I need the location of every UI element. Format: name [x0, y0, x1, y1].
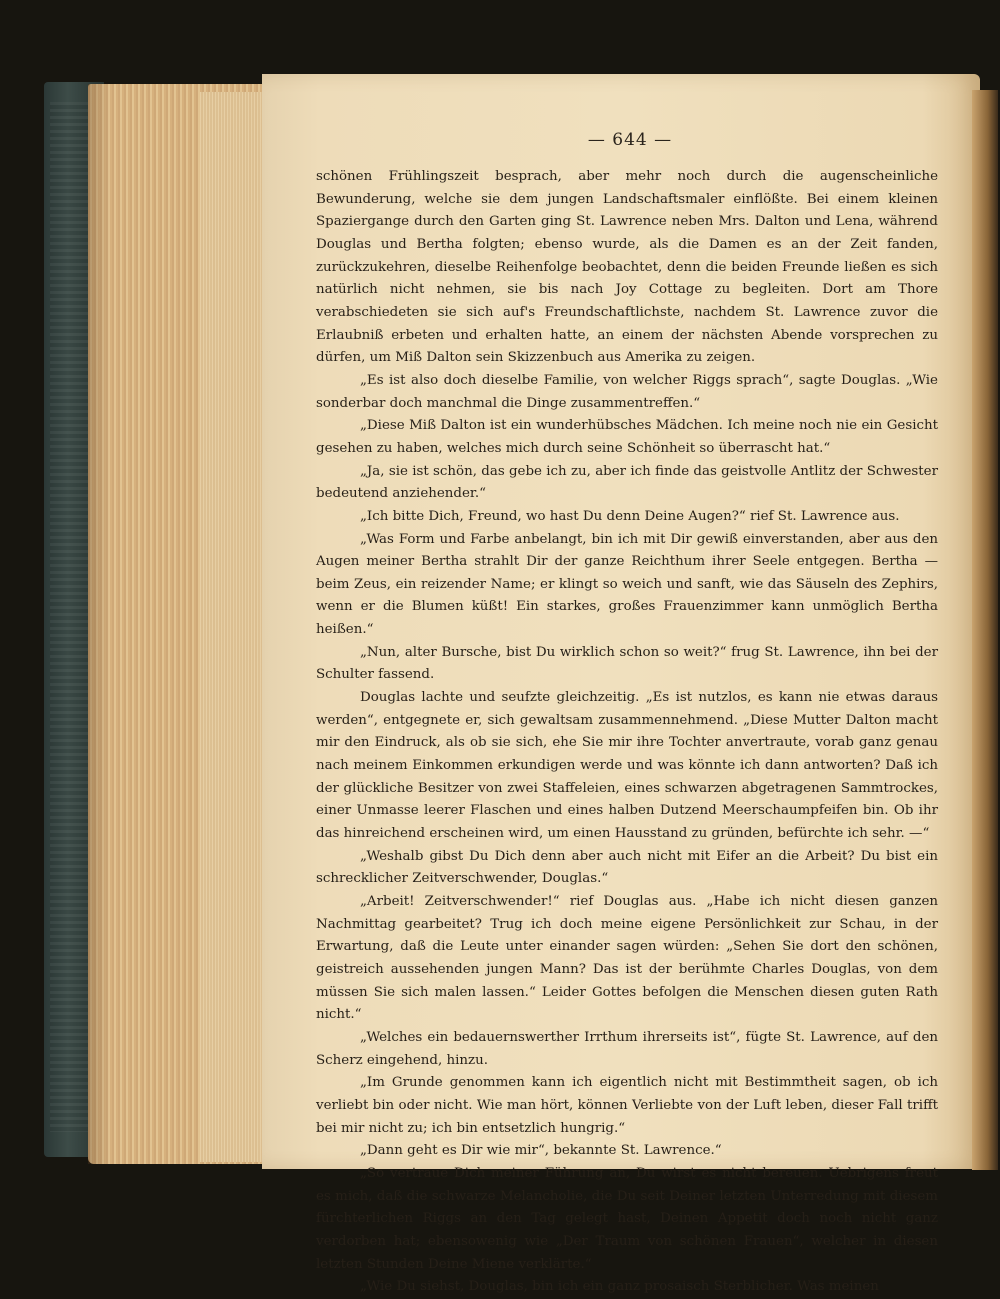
book-right-edge [972, 90, 998, 1170]
paragraph: schönen Frühlingszeit besprach, aber mehr noch durch die augenscheinliche Bewunderung, welche sie dem jungen Landschaftsmaler einflößte. Bei einem kleinen Spaziergange durch den Garten ging St. Lawrence neben Mrs. Dalton und Lena, während Douglas und Bertha folgten; ebenso wurde, als die Damen es an der Zeit fanden, zurückzukehren, dieselbe Reihenfolge beobachtet, denn die beiden Freunde ließen es sich natürlich nicht nehmen, sie bis nach Joy Cottage zu begleiten. Dort am Thore verabschiedeten sie sich auf's Freundschaftlichste, nachdem St. Lawrence zuvor die Erlaubniß erbeten und erhalten hatte, an einem der nächsten Abende vorsprechen zu dürfen, um Miß Dalton sein Skizzenbuch aus Amerika zu zeigen. [316, 169, 938, 366]
paragraph: „Dann geht es Dir wie mir“, bekannte St. Lawrence.“ [360, 1143, 722, 1159]
paragraph: „Ja, sie ist schön, das gebe ich zu, aber ich finde das geistvolle Antlitz der Schwester bedeutend anziehender.“ [316, 463, 938, 502]
page-text [316, 166, 938, 1295]
page-number: — 644 — [587, 130, 673, 150]
paragraph: „Weshalb gibst Du Dich denn aber auch nicht mit Eifer an die Arbeit? Du bist ein schrecklicher Zeitverschwender, Douglas.“ [316, 848, 938, 887]
paragraph: „Arbeit! Zeitverschwender!“ rief Douglas aus. „Habe ich nicht diesen ganzen Nachmittag gearbeitet? Trug ich doch meine eigene Persönlichkeit zur Schau, in der Erwartung, daß die Leute unter einander sagen würden: „Sehen Sie dort den schönen, geistreich aussehenden jungen Mann? Das ist der berühmte Charles Douglas, von dem müssen Sie sich malen lassen.“ Leider Gottes befolgen die Menschen diesen guten Rath nicht.“ [316, 894, 938, 1023]
paragraph: „So vertraue Dich meiner Führung an, Du wirst es nicht bereuen. Uebrigens freut es mich, daß die schwarze Melancholie, die Du seit Deiner letzten Unterredung mit diesem fürchterlichen Riggs an den Tag gelegt hast, Deinen Appetit doch noch nicht ganz verdorben hat; ebensowenig wie „Der Traum von schönen Frauen“, welcher in diesen letzten Stunden Deine Miene verklärte.“ [316, 1165, 938, 1272]
page-edges [200, 92, 270, 1162]
paragraph: „Was Form und Farbe anbelangt, bin ich mit Dir gewiß einverstanden, aber aus den Augen meiner Bertha strahlt Dir der ganze Reichthum ihrer Seele entgegen. Bertha — beim Zeus, ein reizender Name; er klingt so weich und sanft, wie das Säuseln des Zephirs, wenn er die Blumen küßt! Ein starkes, großes Frauenzimmer kann unmöglich Bertha heißen.“ [316, 531, 938, 638]
paragraph: „Diese Miß Dalton ist ein wunderhübsches Mädchen. Ich meine noch nie ein Gesicht gesehen zu haben, welches mich durch seine Schönheit so überrascht hat.“ [316, 418, 938, 456]
paragraph: „Im Grunde genommen kann ich eigentlich nicht mit Bestimmtheit sagen, ob ich verliebt bin oder nicht. Wie man hört, können Verliebte von der Luft leben, dieser Fall trifft bei mir nicht zu; ich bin entsetzlich hungrig.“ [316, 1075, 938, 1136]
paragraph: „Wie Du siehst, Douglas, bin ich ein ganz prosaisch Sterblicher. Was meinen [360, 1279, 879, 1295]
paragraph: Douglas lachte und seufzte gleichzeitig. „Es ist nutzlos, es kann nie etwas daraus werden“, entgegnete er, sich gewaltsam zusammennehmend. „Diese Mutter Dalton macht mir den Eindruck, als ob sie sich, ehe Sie mir ihre Tochter anvertraute, vorab ganz genau nach meinem Einkommen erkundigen werde und was könnte ich dann antworten? Daß ich der glückliche Besitzer von zwei Staffeleien, eines schwarzen abgetragenen Sammtrockes, einer Unmasse leerer Flaschen und eines halben Dutzend Meerschaumpfeifen bin. Ob ihr das hinreichend erscheinen wird, um einen Hausstand zu gründen, befürchte ich sehr. —“ [316, 690, 938, 842]
paragraph: „Welches ein bedauernswerther Irrthum ihrerseits ist“, fügte St. Lawrence, auf den Scherz eingehend, hinzu. [316, 1029, 938, 1068]
paragraph: „Es ist also doch dieselbe Familie, von welcher Riggs sprach“, sagte Douglas. „Wie sonderbar doch manchmal die Dinge zusammentreffen.“ [316, 372, 938, 411]
paragraph: „Ich bitte Dich, Freund, wo hast Du denn Deine Augen?“ rief St. Lawrence aus. [360, 508, 900, 524]
paragraph: „Nun, alter Bursche, bist Du wirklich schon so weit?“ frug St. Lawrence, ihn bei der Schulter fassend. [316, 644, 938, 683]
